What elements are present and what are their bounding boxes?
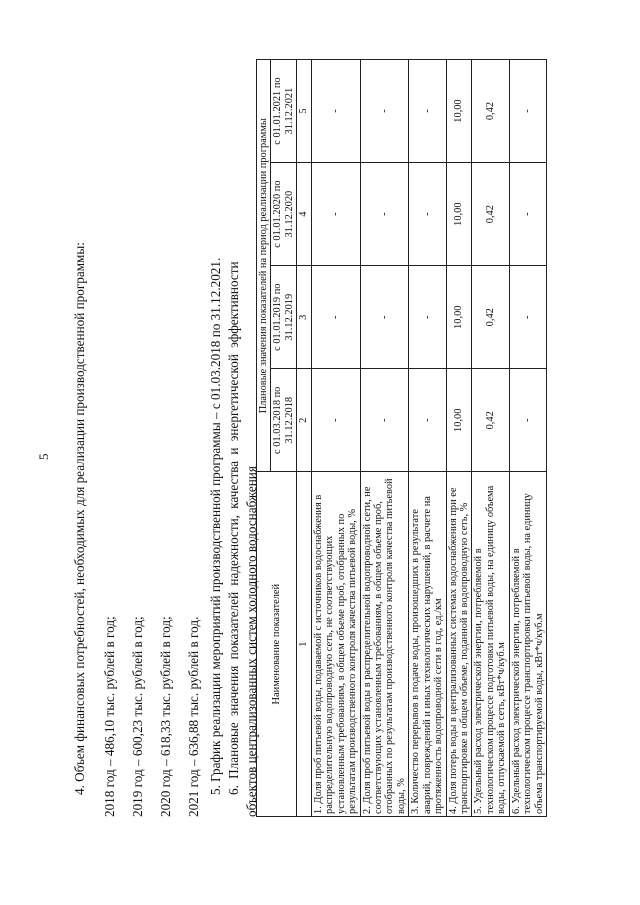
indicator-value: - [360,266,409,369]
section-6-heading-cont: объектов централизованных систем холодного водоснабжения [244,466,259,817]
indicator-name: 3. Количество перерывов в подаче воды, произошедших в результате аварий, повреждений и иных технологических нарушений, в расчете на протяженность водопроводной сети в год, ед./км [409,472,446,817]
indicator-name: 5. Удельный расход электрической энергии, потребляемой в технологическом процессе подготовки питьевой воды, на единицу объема воды, отпускаемой в сеть, кВт*ч/куб.м [472,472,509,817]
indicator-value: - [311,163,360,266]
indicator-name: 1. Доля проб питьевой воды, подаваемой с источников водоснабжения в распределительную водопроводную сеть, не соответствующих установленным требованиям, в общем объеме проб, отобранных по результатам производственного контроля качества питьевой воды, % [311,472,360,817]
indicator-value: 10,00 [446,369,472,472]
header-period: с 01.01.2019 по 31.12.2019 [271,266,297,369]
indicator-name: 6. Удельный расход электрической энергии, потребляемой в технологическом процессе транспортировки питьевой воды, на единицу объема транспортируемой воды, кВт*ч/куб.м [509,472,546,817]
column-number: 1 [297,472,311,817]
finance-year-2019: 2019 год – 600,23 тыс. рублей в год; [130,616,145,817]
indicator-name: 2. Доля проб питьевой воды в распределительной водопроводной сети, не соответствующих установленным требованиям, в общем объеме проб, отобранных по результатам производственного контроля качества питьевой воды, % [360,472,409,817]
column-number: 4 [297,163,311,266]
table-row [360,60,409,817]
section-6-heading: 6. Плановые значения показателей надежности, качества и энергетической эффективности [226,261,241,795]
indicator-value: 10,00 [446,266,472,369]
indicator-value: - [509,369,546,472]
indicator-value: - [409,266,446,369]
column-number: 5 [297,60,311,163]
indicator-value: - [509,163,546,266]
column-number: 3 [297,266,311,369]
table-header-row [257,60,271,817]
indicator-value: - [311,266,360,369]
indicator-value: - [409,163,446,266]
indicator-value: 10,00 [446,60,472,163]
table-row [409,60,446,817]
indicator-value: - [509,60,546,163]
column-number-row [297,60,311,817]
section-4-heading: 4. Объем финансовых потребностей, необходимых для реализации производственной программы: [72,242,87,795]
indicator-value: 0,42 [472,60,509,163]
indicator-value: - [509,266,546,369]
column-number: 2 [297,369,311,472]
indicator-value: 0,42 [472,266,509,369]
indicator-name: 4. Доля потерь воды в централизованных системах водоснабжения при ее транспортировке в общем объеме, поданной в водопроводную сеть, % [446,472,472,817]
indicator-value: - [360,369,409,472]
header-period: с 01.03.2018 по 31.12.2018 [271,369,297,472]
indicator-value: - [311,369,360,472]
indicator-value: 0,42 [472,163,509,266]
finance-year-2018: 2018 год – 486,10 тыс. рублей в год; [102,616,117,817]
header-indicator-name: Наименование показателей [257,472,297,817]
indicator-value: - [409,60,446,163]
header-period: с 01.01.2021 по 31.12.2021 [271,60,297,163]
indicator-value: 0,42 [472,369,509,472]
table-row [472,60,509,817]
table-row [311,60,360,817]
indicator-value: - [311,60,360,163]
section-5-schedule: 5. График реализации мероприятий производственной программы – с 01.03.2018 по 31.12.2021. [208,257,223,795]
finance-year-2020: 2020 год – 618,33 тыс. рублей в год; [158,616,173,817]
indicator-value: 10,00 [446,163,472,266]
page-number: 5 [36,453,51,460]
table-row [509,60,546,817]
header-period-group: Плановые значения показателей на период реализации программы [257,60,271,472]
indicators-table [256,59,547,817]
header-period: с 01.01.2020 по 31.12.2020 [271,163,297,266]
table-row [446,60,472,817]
finance-year-2021: 2021 год – 636,88 тыс. рублей в год. [186,616,201,817]
indicator-value: - [409,369,446,472]
indicator-value: - [360,163,409,266]
indicator-value: - [360,60,409,163]
